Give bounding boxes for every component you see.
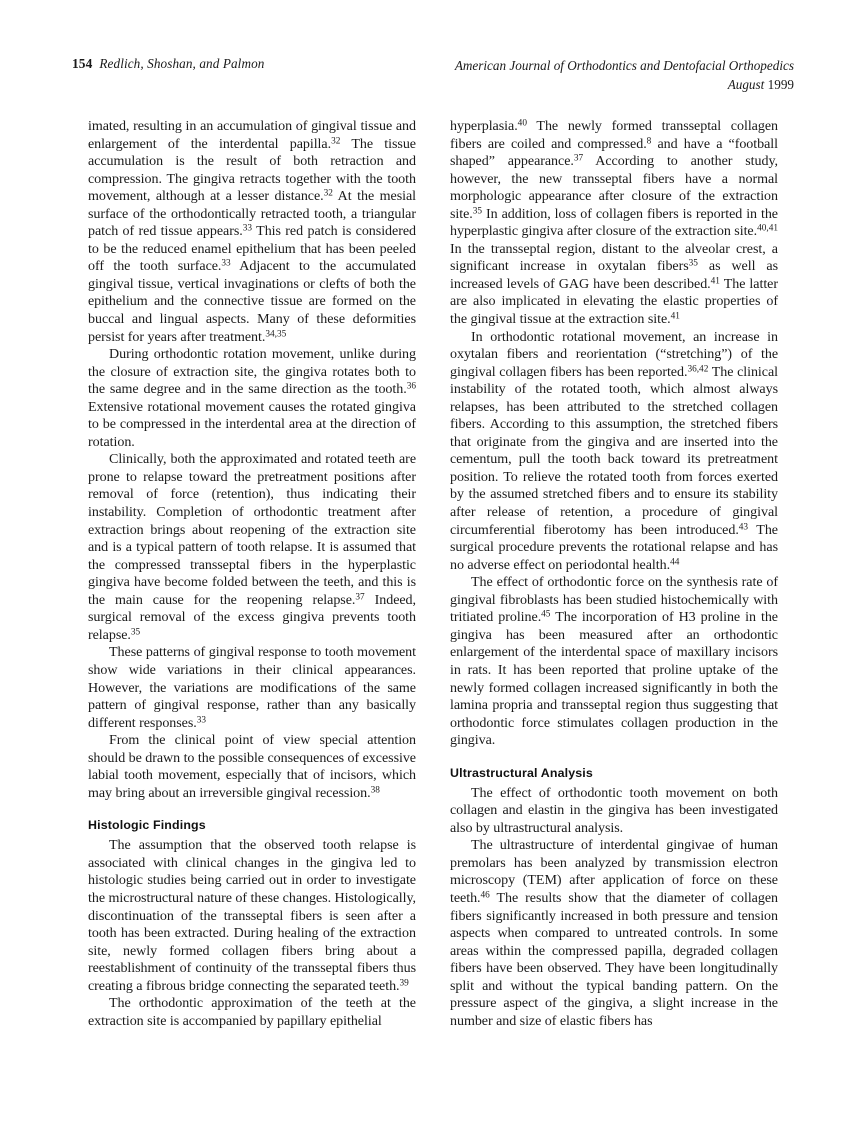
para-histologic-studies: The assumption that the observed tooth relapse is associated with clinical changes in the gingiva led to histologic studies being carried out in order to investigate the microstructural nature of these changes. Histologically, discontinuation of the transseptal fibers is seen after a tooth has been extracted. During healing of the extraction site, newly formed collagen fibers bring about a reestablishment of continuity of the transseptal fibers thus creating a fibrous bridge connecting the separated teeth.$^{39}$: [88, 837, 416, 994]
para-rotational-oxytalan: In orthodontic rotational movement, an increase in oxytalan fibers and reorientation (“stretching”) of the gingival collagen fibers has been reported.$^{36,42}$ The clinical instability of the rotated tooth, which almost always relapses, has been attributed to the stretched collagen fibers. According to this assumption, the stretched fibers that originate from the gingiva and are inserted into the cementum, pull the tooth back toward its pretreatment position. To relieve the rotated tooth from forces exerted by the assumed stretched fibers and to ensure its stability after release of retention, a procedure of gingival circumferential fiberotomy has been introduced.$^{43}$ The surgical procedure prevents the rotational relapse and has no adverse effect on periodontal health.$^{44}$: [450, 328, 779, 573]
reference-marker[interactable]: 32: [331, 136, 341, 147]
para-relapse: Clinically, both the approximated and rotated teeth are prone to relapse toward the pretreatment positions after removal of force (retention), thus indicating their instability. Completion of orthodontic treatment after extraction brings about reopening of the extraction site and is a typical pattern of tooth relapse. It is assumed that the compressed transseptal fibers in the hyperplastic gingiva have become folded between the teeth, and this is the main cause for the reopening relapse.$^{37}$ Indeed, surgical removal of the excess gingiva prevents tooth relapse.$^{35}$: [88, 451, 416, 643]
running-head-left: [72, 56, 264, 72]
reference-marker[interactable]: 39: [399, 978, 409, 989]
reference-marker[interactable]: 34,35: [265, 329, 287, 340]
para-synthesis-rate: The effect of orthodontic force on the synthesis rate of gingival fibroblasts has been studied histochemically with tritiated proline.$^{45}$ The incorporation of H3 proline in the gingiva has been measured after an orthodontic enlargement of the interdental space of maxillary incisors in rats. It has been reported that proline uptake of the newly formed collagen increased significantly in both the lamina propria and transseptal region thus suggesting that orthodontic force stimulates collagen production in the gingiva.: [450, 574, 778, 749]
para-interdental-papilla: imated, resulting in an accumulation of gingival tissue and enlargement of the interdental papilla.$^{32}$ The tissue accumulation is the result of both retraction and compression. The gingiva retracts together with the tooth movement, although at a lesser distance.$^{32}$ At the mesial surface of the orthodontically retracted tooth, a triangular patch of red tissue appears.$^{33}$ This red patch is considered to be the reduced enamel epithelium that has been peeled off the tooth surface.$^{33}$ Adjacent to the accumulated gingival tissue, vertical invaginations or clefts of both the epithelium and the connective tissue are formed on the buccal and lingual aspects. Many of these deformities persist for years after treatment.$^{34,35}$: [88, 118, 417, 345]
body-columns: [88, 118, 778, 1030]
issue-year: 1999: [767, 77, 794, 92]
reference-marker[interactable]: 38: [370, 785, 380, 796]
right-column: [450, 118, 778, 1030]
para-labial-movement: From the clinical point of view special attention should be drawn to the possible consequences of excessive labial tooth movement, especially that of incisors, which may bring about an irreversible gingival recession.$^{38}$: [88, 732, 416, 801]
para-tem: The ultrastructure of interdental gingivae of human premolars has been analyzed by transmission electron microscopy (TEM) after application of force on these teeth.$^{46}$ The results show that the diameter of collagen fibers significantly increased in both pressure and tension aspects when compared to untreated controls. In some areas within the compressed papilla, degraded collagen fibers have been observed. They have been longitudinally split and without the typical banding pattern. On the pressure aspect of the gingiva, a slight increase in the number and size of elastic fibers has: [450, 837, 778, 1029]
reference-marker[interactable]: 44: [670, 557, 680, 568]
reference-marker[interactable]: 43: [738, 522, 749, 533]
reference-marker[interactable]: 33: [196, 715, 207, 726]
running-head-right: [455, 56, 794, 94]
running-head-authors: Redlich, Shoshan, and Palmon: [99, 56, 265, 71]
page-number: 154: [72, 56, 93, 71]
reference-marker[interactable]: 37: [355, 592, 365, 603]
reference-marker[interactable]: 45: [541, 610, 551, 621]
reference-marker[interactable]: 46: [480, 890, 490, 901]
reference-marker[interactable]: 32: [323, 188, 333, 199]
reference-marker[interactable]: 8: [646, 136, 652, 147]
section-heading: Histologic Findings: [88, 818, 206, 833]
reference-marker[interactable]: 41: [710, 276, 720, 287]
issue-date: [455, 75, 794, 94]
para-patterns-variation: These patterns of gingival response to tooth movement show wide variations in their clinical appearances. However, the variations are modifications of the same pattern of gingival response, rather than any basically different responses.$^{33}$: [88, 644, 416, 731]
para-ultrastructural-intro: The effect of orthodontic tooth movement on both collagen and elastin in the gingiva has been investigated also by ultrastructural analysis.: [450, 784, 778, 836]
section-heading: Ultrastructural Analysis: [450, 765, 593, 780]
reference-marker[interactable]: 40: [517, 118, 527, 129]
reference-marker[interactable]: 40,41: [757, 224, 778, 235]
reference-marker[interactable]: 41: [670, 311, 680, 322]
para-hyperplasia: hyperplasia.$^{40}$ The newly formed transseptal collagen fibers are coiled and compressed.$^8$ and have a “football shaped” appearance.$^{37}$ According to another study, however, the new transseptal fibers have a normal morphologic appearance after closure of the extraction site.$^{35}$ In addition, loss of collagen fibers is reported in the hyperplastic gingiva after closure of the extraction site.$^{40,41}$ In the transseptal region, distant to the alveolar crest, a significant increase in oxytalan fibers$^{35}$ as well as increased levels of GAG have been described.$^{41}$ The latter are also implicated in elevating the elastic properties of the gingival tissue at the extraction site.$^{41}$: [450, 118, 778, 328]
reference-marker[interactable]: 33: [242, 224, 253, 235]
left-column: [88, 118, 416, 1030]
journal-title: American Journal of Orthodontics and Dentofacial Orthopedics: [454, 58, 794, 73]
para-approximation: The orthodontic approximation of the teeth at the extraction site is accompanied by papillary epithelial: [88, 995, 416, 1029]
para-rotation-movement: During orthodontic rotation movement, unlike during the closure of extraction site, the gingiva rotates both to the same degree and in the same direction as the tooth.$^{36}$ Extensive rotational movement causes the rotated gingiva to be compressed in the interdental area at the direction of rotation.: [88, 346, 416, 450]
reference-marker[interactable]: 35: [130, 627, 141, 638]
reference-marker[interactable]: 37: [573, 153, 584, 164]
reference-marker[interactable]: 36: [406, 381, 416, 392]
reference-marker[interactable]: 36,42: [687, 364, 709, 375]
reference-marker[interactable]: 33: [221, 259, 231, 270]
reference-marker[interactable]: 35: [472, 206, 483, 217]
reference-marker[interactable]: 35: [688, 259, 698, 270]
running-head: [72, 56, 794, 100]
issue-month: August: [727, 77, 765, 92]
